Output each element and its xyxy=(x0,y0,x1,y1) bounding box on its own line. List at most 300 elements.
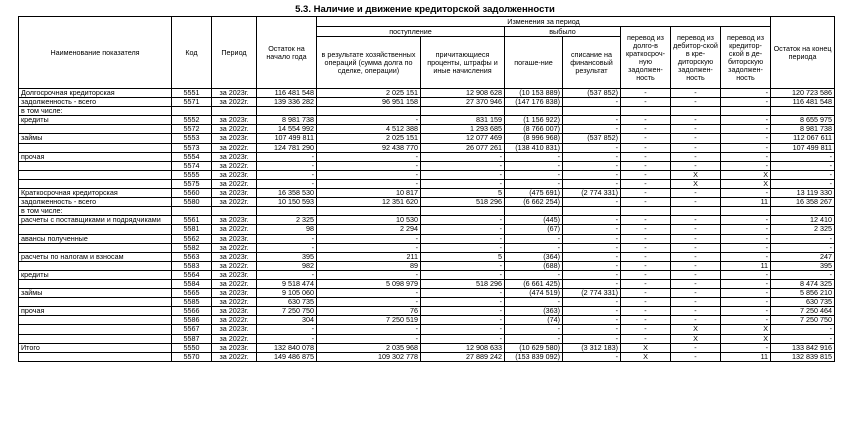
row-outgo-writeoff: - xyxy=(563,170,621,179)
row-period: за 2023г. xyxy=(212,189,257,198)
row-start: - xyxy=(257,170,317,179)
row-income-operations: - xyxy=(317,270,421,279)
row-code: 5562 xyxy=(172,234,212,243)
row-outgo-writeoff: - xyxy=(563,152,621,161)
row-name: расчеты с поставщиками и подрядчиками xyxy=(19,216,172,225)
row-transfer-2: - xyxy=(671,116,721,125)
row-end: 112 067 611 xyxy=(771,134,835,143)
row-start: 10 150 593 xyxy=(257,198,317,207)
row-income-operations: 12 351 620 xyxy=(317,198,421,207)
row-transfer-3: - xyxy=(721,225,771,234)
table-row xyxy=(19,89,835,98)
row-income-interest: - xyxy=(421,307,505,316)
row-outgo-writeoff: - xyxy=(563,270,621,279)
row-income-operations: 92 438 770 xyxy=(317,143,421,152)
row-transfer-2: - xyxy=(671,289,721,298)
row-end: - xyxy=(771,234,835,243)
row-code: 5554 xyxy=(172,152,212,161)
row-start: - xyxy=(257,270,317,279)
row-start: 98 xyxy=(257,225,317,234)
row-start: - xyxy=(257,334,317,343)
row-outgo-writeoff: - xyxy=(563,279,621,288)
row-transfer-3: - xyxy=(721,279,771,288)
row-outgo-repayment: (67) xyxy=(505,225,563,234)
row-income-operations: - xyxy=(317,170,421,179)
row-start: 982 xyxy=(257,261,317,270)
row-end: 5 856 210 xyxy=(771,289,835,298)
row-transfer-3: X xyxy=(721,334,771,343)
row-name xyxy=(19,279,172,288)
row-transfer-2: - xyxy=(671,270,721,279)
row-transfer-3: 11 xyxy=(721,261,771,270)
table-row xyxy=(19,252,835,261)
row-outgo-writeoff: - xyxy=(563,352,621,361)
row-start: 395 xyxy=(257,252,317,261)
row-transfer-3: - xyxy=(721,252,771,261)
row-period: за 2023г. xyxy=(212,216,257,225)
row-transfer-1: - xyxy=(621,225,671,234)
row-outgo-repayment: - xyxy=(505,179,563,188)
row-period: за 2023г. xyxy=(212,343,257,352)
row-outgo-repayment: (1 156 922) xyxy=(505,116,563,125)
row-transfer-3: - xyxy=(721,270,771,279)
row-outgo-writeoff: (3 312 183) xyxy=(563,343,621,352)
row-name xyxy=(19,334,172,343)
row-period: за 2022г. xyxy=(212,125,257,134)
row-outgo-writeoff: - xyxy=(563,116,621,125)
table-row xyxy=(19,352,835,361)
row-outgo-repayment: (8 766 007) xyxy=(505,125,563,134)
row-outgo-writeoff: - xyxy=(563,98,621,107)
row-income-interest: 831 159 xyxy=(421,116,505,125)
table-row xyxy=(19,325,835,334)
row-transfer-2: - xyxy=(671,316,721,325)
row-outgo-repayment: (363) xyxy=(505,307,563,316)
header-outgo-writeoff: списание на финансовый результат xyxy=(563,37,621,89)
row-period: за 2023г. xyxy=(212,170,257,179)
row-outgo-writeoff: - xyxy=(563,261,621,270)
table-row xyxy=(19,189,835,198)
row-transfer-2: - xyxy=(671,279,721,288)
row-code: 5566 xyxy=(172,307,212,316)
row-outgo-repayment: - xyxy=(505,234,563,243)
row-transfer-1: - xyxy=(621,270,671,279)
row-transfer-2: - xyxy=(671,234,721,243)
row-code: 5567 xyxy=(172,325,212,334)
row-transfer-2: - xyxy=(671,216,721,225)
row-income-interest: - xyxy=(421,298,505,307)
row-transfer-3: - xyxy=(721,189,771,198)
row-start: 149 486 875 xyxy=(257,352,317,361)
table-row xyxy=(19,134,835,143)
row-transfer-2: X xyxy=(671,179,721,188)
row-name: Краткосрочная кредиторская xyxy=(19,189,172,198)
row-name: в том числе: xyxy=(19,207,172,216)
row-name: кредиты xyxy=(19,270,172,279)
row-outgo-writeoff: - xyxy=(563,143,621,152)
row-code: 5564 xyxy=(172,270,212,279)
row-name: займы xyxy=(19,134,172,143)
row-end: 16 358 267 xyxy=(771,198,835,207)
row-income-operations: 4 512 388 xyxy=(317,125,421,134)
header-transfer-1: перевод из долго-в краткосроч-ную задолжен-ность xyxy=(621,27,671,89)
row-transfer-1: - xyxy=(621,170,671,179)
row-income-interest: 1 293 685 xyxy=(421,125,505,134)
row-income-interest: - xyxy=(421,243,505,252)
row-outgo-repayment xyxy=(505,207,563,216)
row-code: 5585 xyxy=(172,298,212,307)
row-transfer-1: - xyxy=(621,316,671,325)
row-transfer-3 xyxy=(721,207,771,216)
row-income-interest: - xyxy=(421,161,505,170)
row-outgo-repayment: (10 629 580) xyxy=(505,343,563,352)
row-period: за 2022г. xyxy=(212,161,257,170)
row-outgo-writeoff: - xyxy=(563,325,621,334)
table-row xyxy=(19,307,835,316)
row-income-interest: 518 296 xyxy=(421,279,505,288)
table-row xyxy=(19,107,835,116)
row-transfer-3: - xyxy=(721,216,771,225)
row-income-operations xyxy=(317,207,421,216)
table-row xyxy=(19,125,835,134)
row-outgo-writeoff: - xyxy=(563,316,621,325)
row-transfer-2: - xyxy=(671,152,721,161)
row-transfer-3: - xyxy=(721,298,771,307)
row-name xyxy=(19,161,172,170)
row-transfer-2: - xyxy=(671,189,721,198)
row-start: 9 518 474 xyxy=(257,279,317,288)
row-period: за 2022г. xyxy=(212,279,257,288)
row-transfer-2: - xyxy=(671,134,721,143)
row-outgo-writeoff: - xyxy=(563,307,621,316)
row-start: 124 781 290 xyxy=(257,143,317,152)
row-outgo-writeoff: - xyxy=(563,243,621,252)
row-income-interest: 26 077 261 xyxy=(421,143,505,152)
row-outgo-repayment: - xyxy=(505,334,563,343)
table-row xyxy=(19,170,835,179)
header-transfer-3: перевод из кредитор-ской в де-биторскую задолжен-ность xyxy=(721,27,771,89)
row-transfer-1: - xyxy=(621,152,671,161)
row-income-interest: - xyxy=(421,170,505,179)
row-start: 139 336 282 xyxy=(257,98,317,107)
row-name: авансы полученные xyxy=(19,234,172,243)
row-period: за 2023г. xyxy=(212,116,257,125)
row-transfer-1: - xyxy=(621,189,671,198)
row-income-operations: 96 951 158 xyxy=(317,98,421,107)
row-income-interest: 27 370 946 xyxy=(421,98,505,107)
table-row xyxy=(19,143,835,152)
row-outgo-repayment: (138 410 831) xyxy=(505,143,563,152)
row-start: 9 105 060 xyxy=(257,289,317,298)
row-end: 2 325 xyxy=(771,225,835,234)
row-outgo-repayment: (153 839 092) xyxy=(505,352,563,361)
row-period: за 2023г. xyxy=(212,289,257,298)
row-transfer-3: - xyxy=(721,343,771,352)
row-end xyxy=(771,207,835,216)
row-income-operations: - xyxy=(317,152,421,161)
row-end: 8 474 325 xyxy=(771,279,835,288)
row-code: 5573 xyxy=(172,143,212,152)
row-income-operations: 211 xyxy=(317,252,421,261)
row-start xyxy=(257,107,317,116)
row-income-operations: 10 817 xyxy=(317,189,421,198)
row-transfer-2: - xyxy=(671,243,721,252)
header-outgo-repayment: погаше-ние xyxy=(505,37,563,89)
row-income-operations: - xyxy=(317,325,421,334)
header-income-operations: в результате хозяйственных операций (сумма долга по сделке, операции) xyxy=(317,37,421,89)
row-outgo-repayment: - xyxy=(505,152,563,161)
row-income-interest: 27 889 242 xyxy=(421,352,505,361)
row-transfer-1: - xyxy=(621,98,671,107)
row-end: 13 119 330 xyxy=(771,189,835,198)
row-code: 5580 xyxy=(172,198,212,207)
row-code: 5587 xyxy=(172,334,212,343)
table-row xyxy=(19,298,835,307)
row-income-interest: - xyxy=(421,270,505,279)
row-outgo-writeoff: - xyxy=(563,125,621,134)
row-period: за 2022г. xyxy=(212,143,257,152)
row-transfer-3: 11 xyxy=(721,198,771,207)
header-end: Остаток на конец периода xyxy=(771,17,835,89)
row-name xyxy=(19,179,172,188)
row-transfer-2: - xyxy=(671,225,721,234)
row-start: 116 481 548 xyxy=(257,89,317,98)
row-transfer-2: - xyxy=(671,261,721,270)
row-outgo-repayment: (6 662 254) xyxy=(505,198,563,207)
row-transfer-1: - xyxy=(621,134,671,143)
row-income-interest: - xyxy=(421,152,505,161)
header-income: поступление xyxy=(317,27,505,37)
row-transfer-3 xyxy=(721,107,771,116)
row-code: 5586 xyxy=(172,316,212,325)
row-outgo-writeoff: - xyxy=(563,161,621,170)
row-outgo-writeoff: - xyxy=(563,198,621,207)
row-income-interest: 5 xyxy=(421,189,505,198)
row-end: 116 481 548 xyxy=(771,98,835,107)
table-row xyxy=(19,152,835,161)
row-outgo-repayment: (445) xyxy=(505,216,563,225)
row-end: - xyxy=(771,243,835,252)
row-income-interest: - xyxy=(421,316,505,325)
row-end: - xyxy=(771,325,835,334)
row-income-operations: 89 xyxy=(317,261,421,270)
row-transfer-1: - xyxy=(621,125,671,134)
row-transfer-2 xyxy=(671,107,721,116)
row-outgo-writeoff: (537 852) xyxy=(563,134,621,143)
table-row xyxy=(19,207,835,216)
row-transfer-2: - xyxy=(671,161,721,170)
row-income-operations: 2 035 968 xyxy=(317,343,421,352)
row-period: за 2023г. xyxy=(212,134,257,143)
row-outgo-repayment: (474 519) xyxy=(505,289,563,298)
row-income-interest: 12 077 469 xyxy=(421,134,505,143)
row-outgo-writeoff: - xyxy=(563,225,621,234)
row-name xyxy=(19,352,172,361)
row-period: за 2023г. xyxy=(212,325,257,334)
row-outgo-writeoff xyxy=(563,207,621,216)
row-name: расчеты по налогам и взносам xyxy=(19,252,172,261)
row-income-interest: 12 908 628 xyxy=(421,89,505,98)
row-transfer-3: - xyxy=(721,289,771,298)
row-transfer-1: - xyxy=(621,261,671,270)
row-income-interest: 12 908 633 xyxy=(421,343,505,352)
row-name: Итого xyxy=(19,343,172,352)
row-income-operations: 7 250 519 xyxy=(317,316,421,325)
row-outgo-repayment: - xyxy=(505,243,563,252)
header-changes: Изменения за период xyxy=(317,17,771,27)
table-row xyxy=(19,98,835,107)
row-end: 12 410 xyxy=(771,216,835,225)
table-row xyxy=(19,234,835,243)
row-transfer-1: - xyxy=(621,234,671,243)
row-name xyxy=(19,143,172,152)
row-end: 132 839 815 xyxy=(771,352,835,361)
row-transfer-2: - xyxy=(671,298,721,307)
row-name xyxy=(19,125,172,134)
row-transfer-3: - xyxy=(721,152,771,161)
row-period: за 2022г. xyxy=(212,198,257,207)
row-income-operations: - xyxy=(317,243,421,252)
row-income-interest: 5 xyxy=(421,252,505,261)
row-transfer-2: X xyxy=(671,334,721,343)
row-code: 5565 xyxy=(172,289,212,298)
row-transfer-3: - xyxy=(721,316,771,325)
row-name: в том числе: xyxy=(19,107,172,116)
row-income-operations: 2 294 xyxy=(317,225,421,234)
row-income-operations: - xyxy=(317,298,421,307)
row-end: - xyxy=(771,161,835,170)
header-outgo: выбыло xyxy=(505,27,621,37)
row-period xyxy=(212,207,257,216)
page-title: 5.3. Наличие и движение кредиторской задолженности xyxy=(295,4,555,15)
row-end: 8 981 738 xyxy=(771,125,835,134)
row-transfer-1: - xyxy=(621,307,671,316)
row-outgo-repayment: - xyxy=(505,170,563,179)
header-income-interest: причитающиеся проценты, штрафы и иные начисления xyxy=(421,37,505,89)
row-start: - xyxy=(257,243,317,252)
row-name xyxy=(19,225,172,234)
row-transfer-1: X xyxy=(621,352,671,361)
row-transfer-3: - xyxy=(721,125,771,134)
row-transfer-1: - xyxy=(621,198,671,207)
row-income-interest: - xyxy=(421,216,505,225)
row-end: 133 842 916 xyxy=(771,343,835,352)
row-outgo-repayment: - xyxy=(505,270,563,279)
row-code: 5583 xyxy=(172,261,212,270)
row-start: - xyxy=(257,161,317,170)
row-code: 5582 xyxy=(172,243,212,252)
row-income-interest: - xyxy=(421,334,505,343)
row-outgo-writeoff: - xyxy=(563,252,621,261)
row-outgo-repayment: (6 661 425) xyxy=(505,279,563,288)
row-period: за 2022г. xyxy=(212,243,257,252)
row-start: 304 xyxy=(257,316,317,325)
row-transfer-1: - xyxy=(621,243,671,252)
row-transfer-2: - xyxy=(671,198,721,207)
row-end xyxy=(771,107,835,116)
row-outgo-writeoff: (2 774 331) xyxy=(563,289,621,298)
row-code: 5584 xyxy=(172,279,212,288)
header-code: Код xyxy=(172,17,212,89)
row-transfer-1 xyxy=(621,107,671,116)
row-period: за 2022г. xyxy=(212,316,257,325)
row-transfer-2: - xyxy=(671,98,721,107)
row-name xyxy=(19,261,172,270)
header-period: Период xyxy=(212,17,257,89)
table-row xyxy=(19,279,835,288)
table-row xyxy=(19,261,835,270)
table-row xyxy=(19,198,835,207)
row-period: за 2023г. xyxy=(212,89,257,98)
row-code: 5571 xyxy=(172,98,212,107)
row-start: 2 325 xyxy=(257,216,317,225)
row-transfer-1: - xyxy=(621,325,671,334)
row-code: 5581 xyxy=(172,225,212,234)
row-end: - xyxy=(771,152,835,161)
row-start: 7 250 750 xyxy=(257,307,317,316)
row-income-interest: - xyxy=(421,261,505,270)
row-income-interest: - xyxy=(421,179,505,188)
row-code: 5550 xyxy=(172,343,212,352)
row-period: за 2023г. xyxy=(212,234,257,243)
row-transfer-3: 11 xyxy=(721,352,771,361)
row-code xyxy=(172,207,212,216)
row-start: - xyxy=(257,152,317,161)
table-row xyxy=(19,243,835,252)
row-start xyxy=(257,207,317,216)
row-code: 5552 xyxy=(172,116,212,125)
row-end: 395 xyxy=(771,261,835,270)
row-transfer-2: - xyxy=(671,125,721,134)
row-name: займы xyxy=(19,289,172,298)
row-name xyxy=(19,298,172,307)
row-name xyxy=(19,325,172,334)
creditor-debt-table xyxy=(18,16,835,362)
row-start: - xyxy=(257,234,317,243)
row-income-operations: - xyxy=(317,179,421,188)
row-transfer-2: X xyxy=(671,325,721,334)
row-transfer-1: - xyxy=(621,298,671,307)
row-period xyxy=(212,107,257,116)
row-name: прочая xyxy=(19,307,172,316)
row-outgo-repayment: (8 996 968) xyxy=(505,134,563,143)
row-transfer-1: - xyxy=(621,279,671,288)
row-outgo-repayment: (475 691) xyxy=(505,189,563,198)
row-name: Долгосрочная кредиторская xyxy=(19,89,172,98)
row-end: 120 723 586 xyxy=(771,89,835,98)
row-period: за 2023г. xyxy=(212,307,257,316)
row-outgo-repayment: (688) xyxy=(505,261,563,270)
table-row xyxy=(19,270,835,279)
row-transfer-3: - xyxy=(721,134,771,143)
table-row xyxy=(19,343,835,352)
row-transfer-1 xyxy=(621,207,671,216)
row-transfer-3: - xyxy=(721,161,771,170)
row-code: 5572 xyxy=(172,125,212,134)
row-transfer-2: - xyxy=(671,307,721,316)
row-outgo-writeoff: (2 774 331) xyxy=(563,189,621,198)
row-transfer-3: - xyxy=(721,234,771,243)
row-income-operations: - xyxy=(317,116,421,125)
row-transfer-3: - xyxy=(721,116,771,125)
row-start: 630 735 xyxy=(257,298,317,307)
row-period: за 2023г. xyxy=(212,252,257,261)
row-end: - xyxy=(771,179,835,188)
row-income-interest: 518 296 xyxy=(421,198,505,207)
row-outgo-writeoff: (537 852) xyxy=(563,89,621,98)
table-row xyxy=(19,225,835,234)
row-transfer-3: - xyxy=(721,89,771,98)
